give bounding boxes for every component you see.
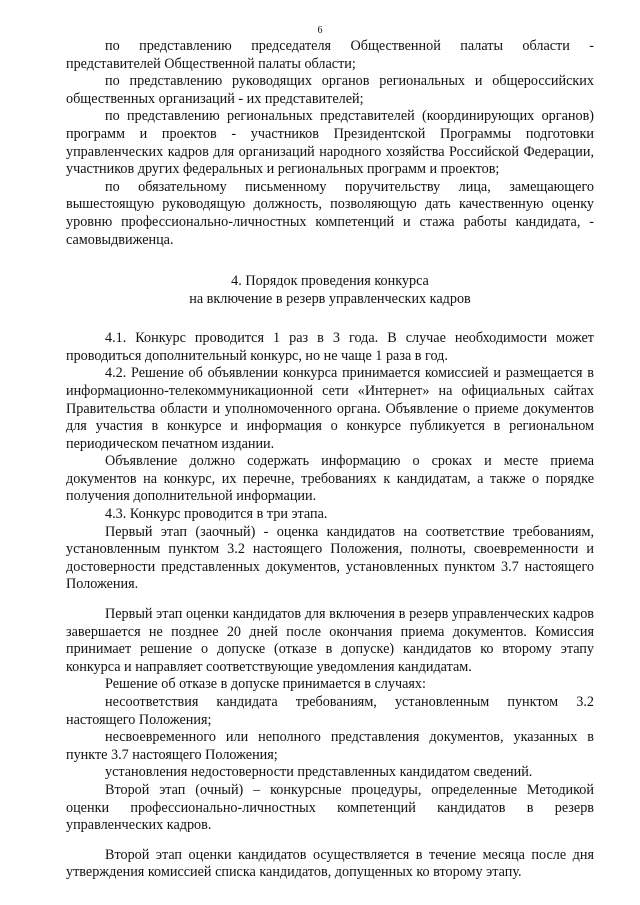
- paragraph-refusal-cases: Решение об отказе в допуске принимается в случаях:: [105, 676, 426, 693]
- paragraph-chamber-representatives: по представлению председателя Общественной палаты области - представителей Общественной палаты области;: [66, 38, 594, 72]
- paragraph-program-participants: по представлению региональных представителей (координирующих органов) программ и проектов - участников Президентской Программы подготовки управленческих кадров для организаций народного хозяйства Российской Федерации, участников других федеральных и региональных программ и проектов;: [66, 108, 594, 178]
- section-heading-line2: на включение в резерв управленческих кадров: [189, 291, 471, 308]
- page-number: 6: [317, 25, 323, 36]
- document-body: [66, 38, 594, 882]
- paragraph-second-stage: Второй этап (очный) – конкурсные процедуры, определенные Методикой оценки профессионально-личностных компетенций кандидатов в резерв управленческих кадров.: [66, 781, 594, 834]
- paragraph-second-stage-timing: Второй этап оценки кандидатов осуществляется в течение месяца после дня утверждения комиссией списка кандидатов, допущенных ко второму этапу.: [66, 846, 594, 881]
- paragraph-refusal-unreliable-info: установления недостоверности представленных кандидатом сведений.: [105, 764, 533, 781]
- paragraph-refusal-noncompliance: несоответствия кандидата требованиям, установленным пунктом 3.2 настоящего Положения;: [66, 694, 594, 728]
- paragraph-announcement-content: Объявление должно содержать информацию о сроках и месте приема документов на конкурс, их перечне, требованиях к кандидатам, а также о порядке получения дополнительной информации.: [66, 453, 594, 505]
- paragraph-refusal-late-documents: несвоевременного или неполного представления документов, указанных в пункте 3.7 настоящего Положения;: [66, 729, 594, 763]
- paragraph-4-1: 4.1. Конкурс проводится 1 раз в 3 года. В случае необходимости может проводиться дополнительный конкурс, но не чаще 1 раза в год.: [66, 330, 594, 364]
- paragraph-self-nominee: по обязательному письменному поручительству лица, замещающего вышестоящую руководящую должность, позволяющую дать качественную оценку уровню профессионально-личностных компетенций и стажа работы кандидата, - самовыдвиженца.: [66, 178, 594, 248]
- paragraph-public-organizations: по представлению руководящих органов региональных и общероссийских общественных организаций - их представителей;: [66, 73, 594, 107]
- section-heading: [66, 272, 594, 308]
- paragraph-first-stage: Первый этап (заочный) - оценка кандидатов на соответствие требованиям, установленным пунктом 3.2 настоящего Положения, полноты, своевременности и достоверности представленных документов, установленных пунктом 3.7 настоящего Положения.: [66, 523, 594, 593]
- paragraph-first-stage-completion: Первый этап оценки кандидатов для включения в резерв управленческих кадров завершается не позднее 20 дней после окончания приема документов. Комиссия принимает решение о допуске (отказе в допуске) кандидатов ко второму этапу конкурса и направляет соответствующие уведомления кандидатам.: [66, 606, 594, 675]
- section-heading-line1: 4. Порядок проведения конкурса: [231, 273, 429, 290]
- paragraph-4-3: 4.3. Конкурс проводится в три этапа.: [105, 506, 328, 523]
- paragraph-4-2: 4.2. Решение об объявлении конкурса принимается комиссией и размещается в информационно-телекоммуникационной сети «Интернет» на официальных сайтах Правительства области и уполномоченного органа. Объявление о приеме документов для участия в конкурсе и информация о конкурсе публикуется в региональном периодическом печатном издании.: [66, 365, 594, 452]
